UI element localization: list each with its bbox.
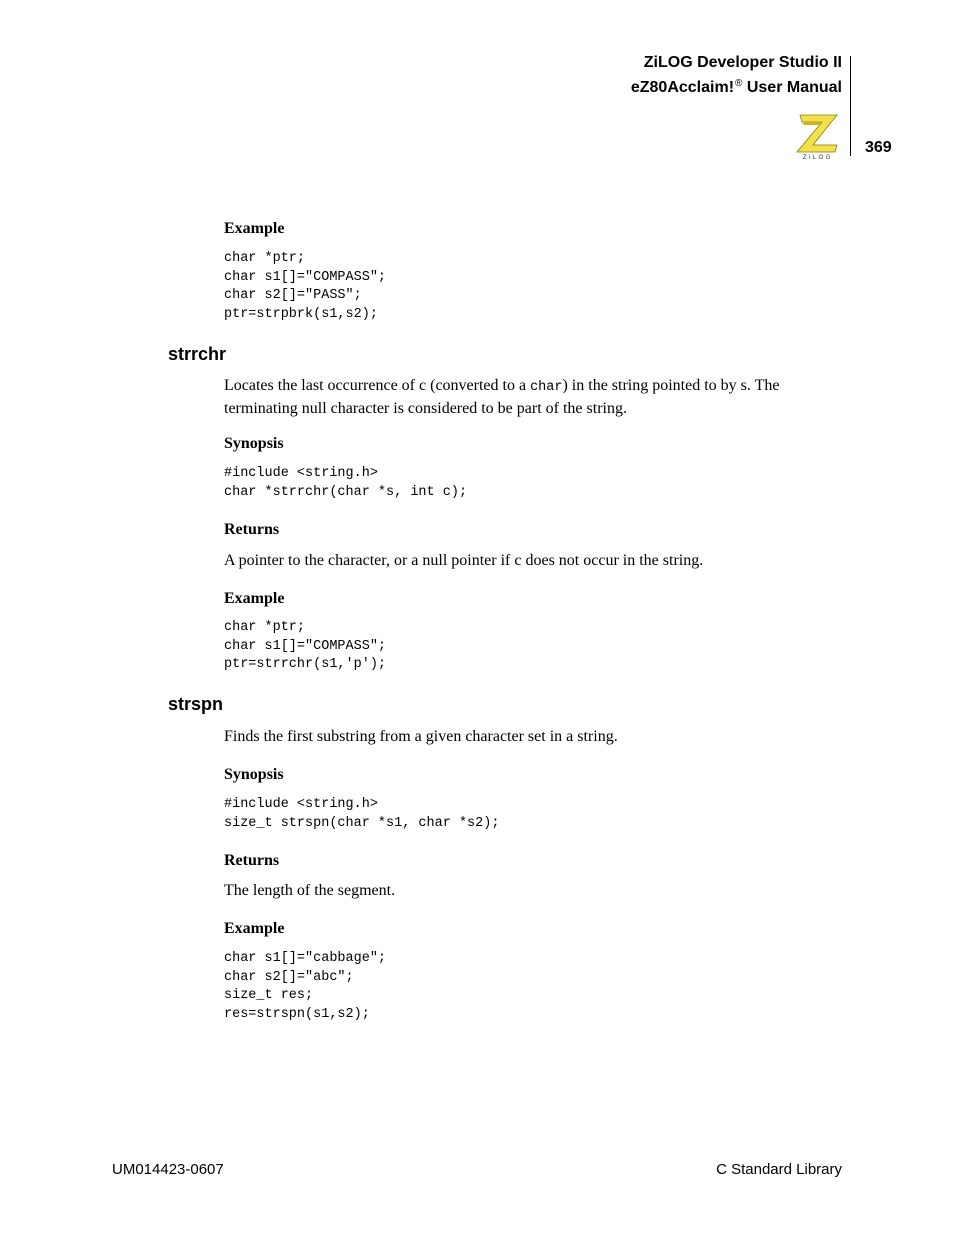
document-title bbox=[631, 52, 842, 98]
code-line: char s1[]="COMPASS"; bbox=[224, 269, 387, 285]
code-line: char s2[]="abc"; bbox=[224, 969, 354, 985]
code-line: size_t res; bbox=[224, 988, 314, 1004]
code-line: res=strspn(s1,s2); bbox=[224, 1007, 370, 1023]
synopsis-heading: Synopsis bbox=[224, 435, 284, 452]
title-line-1: ZiLOG Developer Studio II bbox=[643, 54, 842, 71]
footer-chapter: C Standard Library bbox=[716, 1161, 842, 1178]
code-line: char *ptr; bbox=[224, 620, 306, 635]
code-line: char *ptr; bbox=[224, 251, 306, 266]
returns-heading: Returns bbox=[224, 521, 280, 538]
code-block bbox=[224, 950, 386, 1025]
strspn-description: Finds the first substring from a given character set in a string. bbox=[224, 728, 618, 745]
section-title-strspn: strspn bbox=[168, 694, 224, 714]
code-block bbox=[224, 465, 467, 502]
example-heading: Example bbox=[224, 220, 285, 237]
returns-text: A pointer to the character, or a null pointer if c does not occur in the string. bbox=[224, 552, 704, 569]
code-block bbox=[224, 796, 499, 833]
page-number: 369 bbox=[865, 139, 892, 156]
inline-code: char bbox=[530, 380, 563, 395]
returns-heading: Returns bbox=[224, 852, 280, 869]
code-line: #include <string.h> bbox=[224, 466, 378, 481]
returns-text: The length of the segment. bbox=[224, 882, 396, 899]
code-line: char s1[]="COMPASS"; bbox=[224, 638, 387, 654]
header-divider bbox=[850, 56, 851, 156]
zilog-logo-icon bbox=[795, 112, 841, 160]
strrchr-description: Locates the last occurrence of c (converted to a char) in the string pointed to by s. The terminating null character is considered to be part of the string. bbox=[224, 377, 780, 417]
title-line-2: eZ80Acclaim!® User Manual bbox=[630, 78, 842, 96]
example-heading: Example bbox=[224, 590, 285, 607]
code-line: char s2[]="PASS"; bbox=[224, 288, 362, 304]
code-block bbox=[224, 250, 386, 325]
code-line: ptr=strpbrk(s1,s2); bbox=[224, 307, 378, 323]
section-title-strrchr: strrchr bbox=[168, 344, 227, 364]
code-line: char s1[]="cabbage"; bbox=[224, 951, 387, 966]
footer-doc-id: UM014423-0607 bbox=[112, 1161, 224, 1178]
code-line: #include <string.h> bbox=[224, 797, 378, 812]
code-block bbox=[224, 619, 386, 675]
registered-mark: ® bbox=[735, 78, 743, 89]
example-heading: Example bbox=[224, 920, 285, 937]
code-line: size_t strspn(char *s1, char *s2); bbox=[224, 815, 500, 831]
code-line: char *strrchr(char *s, int c); bbox=[224, 484, 468, 500]
code-line: ptr=strrchr(s1,'p'); bbox=[224, 657, 387, 673]
synopsis-heading: Synopsis bbox=[224, 766, 284, 783]
logo-wordmark: ZiLOG bbox=[802, 155, 834, 160]
